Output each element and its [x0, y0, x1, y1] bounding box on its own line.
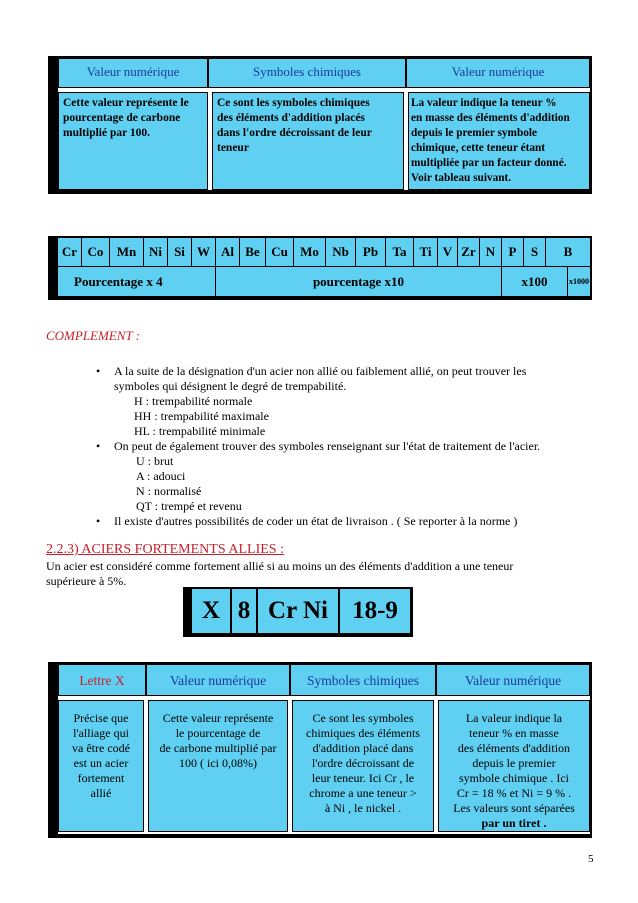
- element-symbol: Cu: [266, 238, 294, 266]
- text-line: 100 ( ici 0,08%): [179, 756, 257, 770]
- element-symbol: N: [480, 238, 502, 266]
- text-line: Précise que: [73, 711, 129, 725]
- factor-x10: pourcentage x10: [216, 267, 502, 297]
- text-line: en masse des éléments d'addition: [411, 112, 570, 124]
- top-col1-body: [58, 92, 208, 190]
- top-header-valeur-2: Valeur numérique: [406, 58, 590, 88]
- text-line: chimiques des éléments: [306, 726, 420, 740]
- text-line: symbole chimique . Ici: [459, 771, 569, 785]
- element-symbol: Zr: [458, 238, 480, 266]
- element-symbol: Nb: [326, 238, 356, 266]
- element-symbol: V: [438, 238, 458, 266]
- text-line: l'ordre décroissant de: [311, 756, 415, 770]
- element-symbol: B: [563, 244, 573, 259]
- text-line: Cette valeur représente le: [63, 97, 189, 109]
- section-heading: 2.2.3) ACIERS FORTEMENTS ALLIES :: [46, 542, 284, 557]
- text-line: symboles qui désignent le degré de trempabilité.: [114, 379, 347, 393]
- text-line: chrome a une teneur >: [309, 786, 417, 800]
- element-symbol: Cr: [58, 238, 82, 266]
- text-line: Ce sont les symboles chimiques: [217, 97, 370, 109]
- page-number: 5: [588, 853, 594, 865]
- text-line: QT : trempé et revenu: [136, 499, 242, 513]
- bottom-header-valeur-1: Valeur numérique: [146, 664, 290, 696]
- text-line: H : trempabilité normale: [134, 394, 253, 408]
- complement-bullet-2: On peut de également trouver des symboles renseignant sur l'état de traitement de l'acier.: [114, 439, 541, 453]
- element-symbol: Al: [216, 238, 240, 266]
- element-symbol: Be: [240, 238, 266, 266]
- code-carbon: 8: [232, 589, 258, 633]
- text-line: d'addition placé dans: [312, 741, 414, 755]
- text-line: U : brut: [136, 454, 174, 468]
- text-line: HH : trempabilité maximale: [134, 409, 269, 423]
- text-line: Ce sont les symboles: [312, 711, 414, 725]
- text-line: l'alliage qui: [73, 726, 129, 740]
- text-line: de carbone multiplié par: [159, 741, 277, 755]
- text-line: teneur: [217, 142, 249, 154]
- text-line: va être codé: [72, 741, 130, 755]
- text-line: Voir tableau suivant.: [411, 172, 512, 184]
- top-header-valeur-1: Valeur numérique: [58, 58, 208, 88]
- bottom-col2-body: [148, 700, 288, 832]
- factor-x1000: x1000: [569, 277, 589, 286]
- text-line: Un acier est considéré comme fortement allié si au moins un des éléments d'addition a une teneur: [46, 559, 514, 573]
- bullet-dot: •: [96, 439, 101, 453]
- text-line: est un acier: [73, 756, 129, 770]
- element-symbol: S: [524, 238, 546, 266]
- element-symbol: W: [192, 238, 216, 266]
- element-symbol: Ta: [386, 238, 414, 266]
- text-line: des éléments d'addition placés: [217, 112, 365, 124]
- element-symbol: Co: [82, 238, 110, 266]
- text-line: à Ni , le nickel .: [324, 801, 402, 815]
- code-symbols: Cr Ni: [258, 589, 340, 633]
- text-line: A la suite de la désignation d'un acier non allié ou faiblement allié, on peut trouver les: [114, 364, 527, 378]
- text-line: dans l'ordre décroissant de leur: [217, 127, 372, 139]
- text-line: des éléments d'addition: [457, 741, 571, 755]
- bottom-col1-body: [58, 700, 144, 832]
- text-line: supérieure à 5%.: [46, 574, 127, 588]
- text-line: chimique, cette teneur étant: [411, 142, 546, 154]
- trempabilite-list: [134, 394, 269, 439]
- text-line: Cette valeur représente: [162, 711, 274, 725]
- text-line: Les valeurs sont séparées: [453, 801, 575, 815]
- element-symbol: Si: [168, 238, 192, 266]
- element-symbol: Mo: [294, 238, 326, 266]
- text-line: multiplié par 100.: [63, 127, 151, 139]
- steel-designation-code: [190, 587, 412, 635]
- bottom-col3-body: [292, 700, 434, 832]
- text-line: le pourcentage de: [175, 726, 261, 740]
- top-table: [56, 56, 592, 192]
- element-symbol: P: [502, 238, 524, 266]
- text-line: teneur % en masse: [469, 726, 559, 740]
- text-line: A : adouci: [136, 469, 186, 483]
- element-symbol: Pb: [356, 238, 386, 266]
- code-letter-x: X: [192, 589, 232, 633]
- text-line: depuis le premier symbole: [411, 127, 538, 139]
- text-line: par un tiret .: [481, 816, 547, 830]
- top-col3-body: [408, 92, 590, 190]
- top-header-symboles: Symboles chimiques: [208, 58, 406, 88]
- text-line: allié: [90, 786, 112, 800]
- element-symbol: Ni: [144, 238, 168, 266]
- element-symbol: Ti: [414, 238, 438, 266]
- section-intro: [46, 559, 606, 589]
- text-line: fortement: [77, 771, 125, 785]
- code-values: 18-9: [352, 597, 398, 624]
- complement-bullet-1: [114, 364, 584, 394]
- text-line: HL : trempabilité minimale: [134, 424, 266, 438]
- factor-x100: x100: [502, 267, 568, 297]
- complement-title: COMPLEMENT :: [46, 328, 141, 343]
- text-line: depuis le premier: [472, 756, 556, 770]
- element-symbol: Mn: [110, 238, 144, 266]
- bottom-header-lettre: Lettre X: [58, 664, 146, 696]
- elements-table: [56, 236, 592, 298]
- factor-x4: Pourcentage x 4: [58, 267, 216, 297]
- bottom-table: [56, 662, 592, 836]
- text-line: pourcentage de carbone: [63, 112, 181, 124]
- text-line: Cr = 18 % et Ni = 9 % .: [456, 786, 572, 800]
- text-line: multipliée par un facteur donné.: [411, 157, 567, 169]
- text-line: N : normalisé: [136, 484, 202, 498]
- traitement-list: [136, 454, 242, 514]
- bottom-header-symboles: Symboles chimiques: [290, 664, 436, 696]
- text-line: leur teneur. Ici Cr , le: [311, 771, 415, 785]
- text-line: La valeur indique la teneur %: [411, 97, 557, 109]
- bullet-dot: •: [96, 514, 101, 528]
- bottom-header-valeur-2: Valeur numérique: [436, 664, 590, 696]
- complement-bullet-3: Il existe d'autres possibilités de coder un état de livraison . ( Se reporter à la norme ): [114, 514, 518, 528]
- text-line: La valeur indique la: [465, 711, 563, 725]
- bullet-dot: •: [96, 364, 101, 378]
- top-col2-body: [212, 92, 404, 190]
- bottom-col4-body: [438, 700, 590, 832]
